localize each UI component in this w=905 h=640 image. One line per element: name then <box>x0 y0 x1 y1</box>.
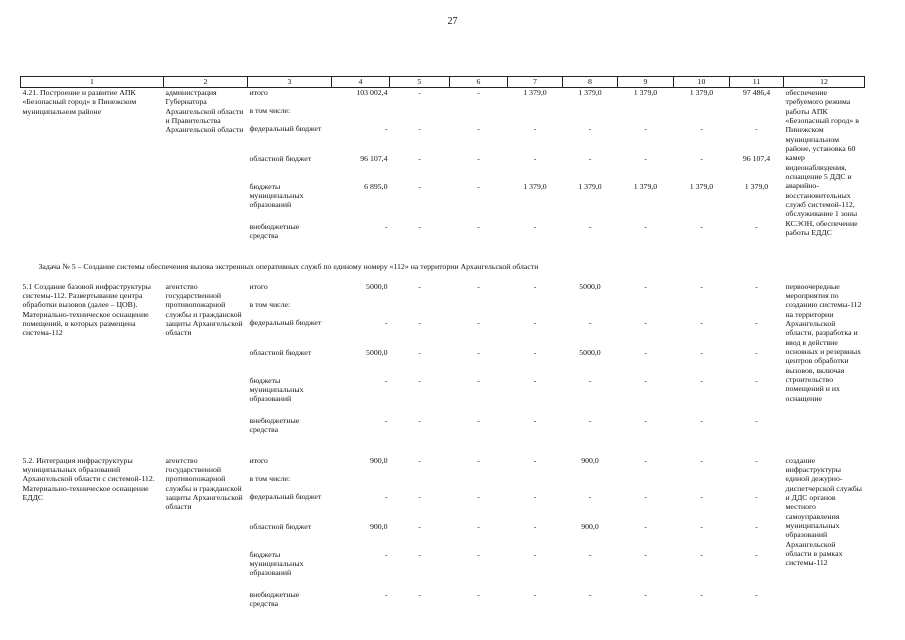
value-cell: - <box>755 123 758 133</box>
value-cell: - <box>588 589 592 599</box>
value-cell: - <box>588 317 592 327</box>
value-cell: - <box>644 221 647 231</box>
value-cell: - <box>755 521 758 531</box>
column-number-cell: 1 <box>21 77 164 88</box>
column-number-cell: 2 <box>164 77 248 88</box>
column-number-cell: 3 <box>248 77 332 88</box>
column-number-cell: 11 <box>730 77 784 88</box>
value-cell: - <box>418 153 421 163</box>
value-cell: - <box>755 317 758 327</box>
value-cell: - <box>533 549 537 559</box>
value-cell: - <box>533 347 537 357</box>
value-cell: 5000,0 <box>579 347 601 357</box>
value-cell: 900,0 <box>581 455 599 465</box>
value-cell: - <box>755 375 758 385</box>
value-cell: - <box>755 281 758 291</box>
funding-source-cell: бюджеты муниципальных образований <box>249 549 304 578</box>
value-cell: - <box>384 375 388 385</box>
value-cell: - <box>588 415 592 425</box>
value-cell: 6 895,0 <box>364 181 388 191</box>
column-number-cell: 7 <box>508 77 563 88</box>
value-cell: - <box>700 521 703 531</box>
value-cell: - <box>533 123 537 133</box>
funding-source-cell: итого <box>249 281 268 291</box>
value-cell: - <box>418 123 421 133</box>
value-cell: - <box>700 589 703 599</box>
value-cell: 1 379,0 <box>744 181 769 191</box>
value-cell: 5000,0 <box>366 347 388 357</box>
value-cell: - <box>533 375 537 385</box>
value-cell: 5000,0 <box>579 281 601 291</box>
value-cell: 1 379,0 <box>578 88 602 97</box>
value-cell: - <box>384 123 388 133</box>
value-cell: - <box>533 153 537 163</box>
value-cell: - <box>644 375 647 385</box>
value-cell: - <box>477 281 480 291</box>
funding-source-cell: итого <box>249 455 268 465</box>
value-cell: - <box>644 347 647 357</box>
value-cell <box>563 106 618 124</box>
value-cell: - <box>644 123 647 133</box>
value-cell: - <box>644 317 647 327</box>
value-cell <box>674 300 730 318</box>
value-cell <box>332 106 390 124</box>
value-cell: - <box>477 549 480 559</box>
executor-cell: агентство государственной противопожарной службы и гражданской защиты Архангельской области <box>165 281 243 338</box>
table-row <box>21 282 865 300</box>
value-cell <box>450 300 508 318</box>
value-cell: - <box>755 491 758 501</box>
funding-source-cell: федеральный бюджет <box>249 317 322 327</box>
value-cell: 5000,0 <box>366 281 388 291</box>
value-cell: - <box>384 491 388 501</box>
value-cell: - <box>418 549 421 559</box>
value-cell <box>332 474 390 492</box>
value-cell: - <box>477 491 480 501</box>
value-cell <box>450 106 508 124</box>
value-cell: 1 379,0 <box>523 88 547 97</box>
value-cell: - <box>477 123 480 133</box>
value-cell: - <box>533 221 537 231</box>
value-cell: - <box>418 281 421 291</box>
funding-source-cell: итого <box>249 88 268 97</box>
value-cell: - <box>418 589 421 599</box>
value-cell: - <box>477 521 480 531</box>
value-cell: - <box>644 491 647 501</box>
value-cell: - <box>418 415 421 425</box>
value-cell: - <box>477 375 480 385</box>
value-cell: - <box>700 347 703 357</box>
value-cell <box>450 474 508 492</box>
value-cell: 1 379,0 <box>578 181 602 191</box>
value-cell: - <box>477 221 480 231</box>
funding-source-cell: бюджеты муниципальных образований <box>249 375 304 404</box>
value-cell: 900,0 <box>369 455 388 465</box>
value-cell: - <box>477 88 480 97</box>
value-cell: - <box>755 415 758 425</box>
value-cell <box>390 474 450 492</box>
value-cell: 97 486,4 <box>742 88 771 97</box>
value-cell: - <box>384 589 388 599</box>
value-cell: - <box>477 347 480 357</box>
value-cell: - <box>588 375 592 385</box>
value-cell <box>674 474 730 492</box>
value-cell: 1 379,0 <box>633 88 658 97</box>
section-gap <box>21 446 865 456</box>
value-cell: - <box>418 181 421 191</box>
measure-name-cell: 5.2. Интеграция инфраструктуры муниципальных образований Архангельской области с системой-112. Материально-техническое оснащение ЕДДС <box>22 455 155 502</box>
value-cell <box>618 474 674 492</box>
value-cell: - <box>477 181 480 191</box>
funding-source-cell: областной бюджет <box>249 521 312 531</box>
value-cell: - <box>588 221 592 231</box>
value-cell: - <box>384 317 388 327</box>
value-cell: - <box>533 415 537 425</box>
value-cell: - <box>644 153 647 163</box>
value-cell: 1 379,0 <box>633 181 658 191</box>
value-cell <box>563 474 618 492</box>
value-cell: - <box>477 455 480 465</box>
value-cell <box>618 106 674 124</box>
executor-cell: агентство государственной противопожарной службы и гражданской защиты Архангельской области <box>165 455 243 512</box>
value-cell <box>508 106 563 124</box>
column-number-cell: 5 <box>390 77 450 88</box>
funding-source-cell: внебюджетные средства <box>249 415 300 434</box>
value-cell <box>563 300 618 318</box>
value-cell: 900,0 <box>369 521 388 531</box>
value-cell: 96 107,4 <box>360 153 388 163</box>
value-cell: - <box>755 589 758 599</box>
task-title: Задача № 5 – Создание системы обеспечения вызова экстренных оперативных служб по единому номеру «112» на территории Архангельской области <box>38 261 539 271</box>
value-cell: - <box>477 317 480 327</box>
table-row <box>21 456 865 474</box>
value-cell: 1 379,0 <box>523 181 547 191</box>
funding-source-cell: федеральный бюджет <box>249 491 322 501</box>
value-cell <box>674 106 730 124</box>
value-cell: - <box>755 549 758 559</box>
value-cell: - <box>418 521 421 531</box>
result-cell: первоочередные мероприятия по созданию системы-112 на территории Архангельской области, разработка и ввод в действие основных и резервных центров обработки вызовов, включая строительство помещений и их оснащение <box>785 281 862 403</box>
value-cell <box>618 300 674 318</box>
value-cell: - <box>418 221 421 231</box>
value-cell: - <box>755 455 758 465</box>
funding-source-cell: областной бюджет <box>249 153 312 163</box>
value-cell <box>508 300 563 318</box>
value-cell: 1 379,0 <box>689 88 714 97</box>
value-cell: - <box>700 281 703 291</box>
column-number-cell: 9 <box>618 77 674 88</box>
measure-name-cell: 4.21. Построение и развитие АПК «Безопасный город» в Пинежском муниципальном районе <box>22 88 137 116</box>
value-cell: - <box>644 415 647 425</box>
value-cell: 96 107,4 <box>742 153 771 163</box>
budget-table <box>20 76 865 620</box>
value-cell: - <box>418 455 421 465</box>
column-number-cell: 12 <box>784 77 865 88</box>
funding-source-cell: внебюджетные средства <box>249 589 300 608</box>
measure-name-cell: 5.1 Создание базовой инфраструктуры системы-112. Развертывание центра обработки вызовов (далее – ЦОВ). Материально-техническое оснащение помещений, в которых размещена система-112 <box>22 281 151 338</box>
table-row <box>21 88 865 106</box>
value-cell: - <box>644 521 647 531</box>
value-cell: - <box>588 153 592 163</box>
executor-cell: администрация Губернатора Архангельской области и Правительства Архангельской области <box>165 88 244 135</box>
value-cell <box>390 300 450 318</box>
column-number-cell: 8 <box>563 77 618 88</box>
value-cell: - <box>700 455 703 465</box>
value-cell <box>390 106 450 124</box>
funding-source-cell: в том числе: <box>249 105 291 115</box>
funding-source-cell: в том числе: <box>249 299 291 309</box>
funding-source-cell: внебюджетные средства <box>249 221 300 240</box>
value-cell: - <box>644 455 647 465</box>
value-cell: - <box>588 549 592 559</box>
value-cell: - <box>700 153 703 163</box>
value-cell <box>508 474 563 492</box>
result-cell: создание инфраструктуры единой дежурно-диспетчерской службы и ДДС органов местного самоуправления муниципальных образований Архангельской области в рамках системы-112 <box>785 455 862 568</box>
value-cell: - <box>700 317 703 327</box>
value-cell <box>730 300 784 318</box>
funding-source-cell: в том числе: <box>249 473 291 483</box>
value-cell: - <box>533 317 537 327</box>
value-cell: - <box>700 491 703 501</box>
value-cell <box>730 106 784 124</box>
value-cell: - <box>700 375 703 385</box>
value-cell: - <box>533 491 537 501</box>
task-row <box>21 252 865 282</box>
value-cell: - <box>755 221 758 231</box>
value-cell: - <box>477 153 480 163</box>
value-cell: - <box>700 549 703 559</box>
funding-source-cell: областной бюджет <box>249 347 312 357</box>
result-cell: обеспечение требуемого режима работы АПК «Безопасный город» в Пинежском муниципальном районе, установка 60 камер видеонаблюдения, оснащение 5 ДДС и аварийно-восстановительных служб системой-112, обслуживание 1 зоны КСЭОН, обеспечение работы ЕДДС <box>785 88 859 238</box>
value-cell: - <box>418 375 421 385</box>
value-cell: - <box>418 88 421 97</box>
value-cell: - <box>533 455 537 465</box>
value-cell: - <box>477 589 480 599</box>
value-cell: - <box>418 317 421 327</box>
funding-source-cell: федеральный бюджет <box>249 123 322 133</box>
value-cell: - <box>384 549 388 559</box>
value-cell: - <box>418 347 421 357</box>
value-cell: 900,0 <box>581 521 599 531</box>
value-cell: 103 002,4 <box>356 88 388 97</box>
value-cell: - <box>700 123 703 133</box>
value-cell: - <box>418 491 421 501</box>
gap-cell <box>21 446 865 456</box>
value-cell: - <box>700 221 703 231</box>
value-cell <box>730 474 784 492</box>
value-cell: - <box>384 221 388 231</box>
value-cell: - <box>533 589 537 599</box>
value-cell: - <box>384 415 388 425</box>
value-cell: - <box>755 347 758 357</box>
value-cell: - <box>477 415 480 425</box>
column-number-cell: 6 <box>450 77 508 88</box>
value-cell: - <box>644 549 647 559</box>
column-number-header <box>21 77 865 88</box>
value-cell: - <box>644 589 647 599</box>
column-number-cell: 4 <box>332 77 390 88</box>
value-cell: - <box>700 415 703 425</box>
value-cell: - <box>588 123 592 133</box>
value-cell <box>332 300 390 318</box>
page-number: 27 <box>447 16 458 27</box>
value-cell: 1 379,0 <box>689 181 714 191</box>
value-cell: - <box>644 281 647 291</box>
column-number-cell: 10 <box>674 77 730 88</box>
value-cell: - <box>533 281 537 291</box>
value-cell: - <box>588 491 592 501</box>
value-cell: - <box>533 521 537 531</box>
funding-source-cell: бюджеты муниципальных образований <box>249 181 304 210</box>
